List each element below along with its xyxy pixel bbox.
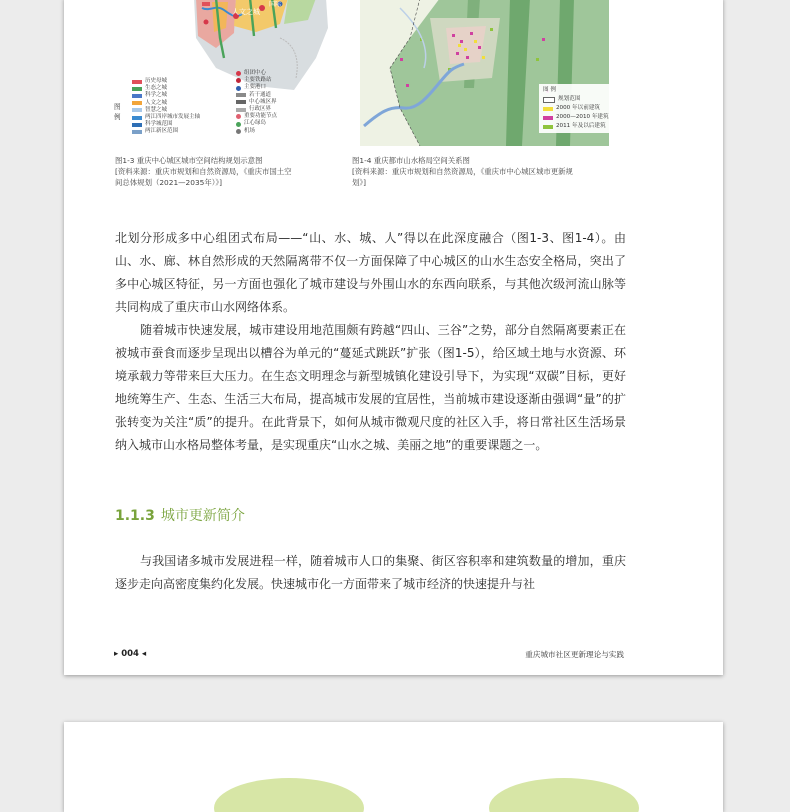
- legend-label: 江心绿岛: [244, 120, 267, 127]
- figure1-legend-item: [132, 100, 200, 107]
- legend-swatch: [236, 129, 241, 134]
- figure1-legend-item: [132, 92, 200, 99]
- legend-swatch: [236, 78, 241, 83]
- green-decor-right: [489, 778, 639, 812]
- legend-swatch: [132, 108, 142, 112]
- legend-label: 规划范围: [558, 96, 581, 102]
- section-title: 城市更新简介: [160, 508, 245, 524]
- figure-1-4: [352, 0, 622, 150]
- legend-swatch: [236, 71, 241, 76]
- figure1-legend-item: [236, 84, 277, 91]
- figure1-caption-source: [资料来源：重庆市规划和自然资源局，《重庆市国土空: [115, 167, 292, 176]
- legend-swatch: [543, 107, 553, 111]
- figure1-legend-item: [236, 92, 277, 99]
- figure1-legend-item: [236, 128, 277, 135]
- legend-label: 科学城范围: [145, 121, 173, 128]
- figure-1-3: [114, 0, 334, 150]
- legend-swatch: [132, 87, 142, 91]
- figure1-legend-item: [236, 99, 277, 106]
- legend-swatch: [236, 122, 241, 127]
- legend-label: 两江四岸城市发展主轴: [145, 114, 201, 121]
- legend-label: 若干通道: [249, 91, 272, 98]
- figure2-legend-item: [543, 113, 609, 122]
- legend-label: 生态之城: [145, 85, 168, 92]
- body-text-block-2: [115, 550, 626, 596]
- legend-swatch: [543, 116, 553, 120]
- legend-label: 机场: [244, 127, 256, 134]
- figure2-caption-source: [资料来源：重庆市规划和自然资源局，《重庆市中心城区城市更新规: [352, 167, 573, 176]
- legend-swatch: [236, 100, 246, 104]
- legend-swatch: [236, 86, 241, 91]
- legend-label: 组团中心: [244, 70, 267, 76]
- legend-label: 人文之城: [145, 99, 168, 106]
- legend-swatch: [236, 93, 246, 97]
- figure2-legend-item: [543, 95, 609, 104]
- figure2-caption-title: 图1-4 重庆都市山水格局空间关系图: [352, 156, 470, 165]
- next-book-page: [64, 722, 723, 812]
- legend-label: 重要功能节点: [244, 113, 278, 120]
- figure1-legend-title: 图例: [114, 103, 121, 121]
- figure1-legend-right: [236, 70, 277, 135]
- figure2-legend-item: [543, 122, 609, 131]
- legend-label: 主要铁路站: [244, 77, 272, 84]
- map-label-renwen: 人文之城: [232, 9, 260, 16]
- legend-swatch: [132, 80, 142, 84]
- section-number: 1.1.3: [115, 508, 155, 524]
- legend-label: 2000 年以前建筑: [556, 105, 600, 111]
- figure1-legend-item: [132, 128, 200, 135]
- legend-swatch: [236, 108, 246, 112]
- legend-label: 科学之城: [145, 92, 168, 99]
- legend-swatch: [132, 94, 142, 98]
- legend-label: 2011 年及以后建筑: [556, 123, 606, 129]
- legend-label: 行政区界: [249, 106, 272, 113]
- figure2-legend-item: [543, 104, 609, 113]
- legend-label: 2000—2010 年建筑: [556, 114, 609, 120]
- body-text-block-1: [115, 227, 626, 457]
- running-title: 重庆城市社区更新理论与实践: [525, 650, 624, 659]
- legend-swatch: [132, 130, 142, 134]
- paragraph-1: 北划分形成多中心组团式布局——“山、水、城、人”得以在此深度融合（图1-3、图1-4）。由山、水、廊、林自然形成的天然隔离带不仅一方面保障了中心城区的山水生态安全格局，突出了多中心城区特征，另一方面也强化了城市建设与外围山水的东西向联系，与其他次级河流山脉等共同构成了重庆市山水网络体系。: [115, 231, 626, 314]
- legend-swatch: [543, 97, 555, 103]
- legend-label: 中心城区界: [249, 98, 277, 105]
- figure1-caption-title: 图1-3 重庆中心城区城市空间结构规划示意图: [115, 156, 263, 165]
- figure2-legend-title: 图 例: [543, 87, 556, 93]
- figure1-legend-left: [132, 78, 200, 136]
- legend-swatch: [543, 125, 553, 129]
- figure1-legend-item: [132, 107, 200, 114]
- map-label-guoji: 国际: [269, 2, 282, 8]
- figure2-legend: [539, 84, 613, 133]
- legend-label: 两江新区范围: [145, 128, 179, 135]
- legend-swatch: [132, 116, 142, 120]
- green-decor-left: [214, 778, 364, 812]
- page-number: ▸ 004 ◂: [114, 649, 147, 659]
- legend-label: 历史母城: [145, 78, 168, 84]
- book-page: [64, 0, 723, 675]
- figure2-caption: [352, 155, 642, 188]
- section-heading: [115, 505, 245, 525]
- figure1-legend-item: [236, 120, 277, 127]
- figure2-caption-source-cont: 划》]: [352, 178, 366, 187]
- paragraph-2: 随着城市快速发展，城市建设用地范围颇有跨越“四山、三谷”之势，部分自然隔离要素正在被城市蚕食而逐步呈现出以槽谷为单元的“蔓延式跳跃”扩张（图1-5），给区域土地与水资源、环境承载力等带来巨大压力。在生态文明理念与新型城镇化建设引导下，为实现“双碳”目标，更好地统筹生产、生态、生活三大布局，提高城市发展的宜居性，当前城市建设逐渐由强调“量”的扩张转变为关注“质”的提升。在此背景下，如何从城市微观尺度的社区入手，将日常社区生活场景纳入城市山水格局整体考量，是实现重庆“山水之城、美丽之地”的重要课题之一。: [115, 323, 626, 452]
- figure1-caption: [115, 155, 345, 188]
- legend-label: 主要港口: [244, 84, 267, 91]
- legend-label: 智慧之城: [145, 106, 168, 113]
- legend-swatch: [132, 101, 142, 105]
- legend-swatch: [132, 123, 142, 127]
- legend-swatch: [236, 114, 241, 119]
- figure1-caption-source-cont: 间总体规划（2021—2035年）》]: [115, 178, 223, 187]
- paragraph-3: 与我国诸多城市发展进程一样，随着城市人口的集聚、街区容积率和建筑数量的增加，重庆逐步走向高密度集约化发展。快速城市化一方面带来了城市经济的快速提升与社: [115, 554, 626, 591]
